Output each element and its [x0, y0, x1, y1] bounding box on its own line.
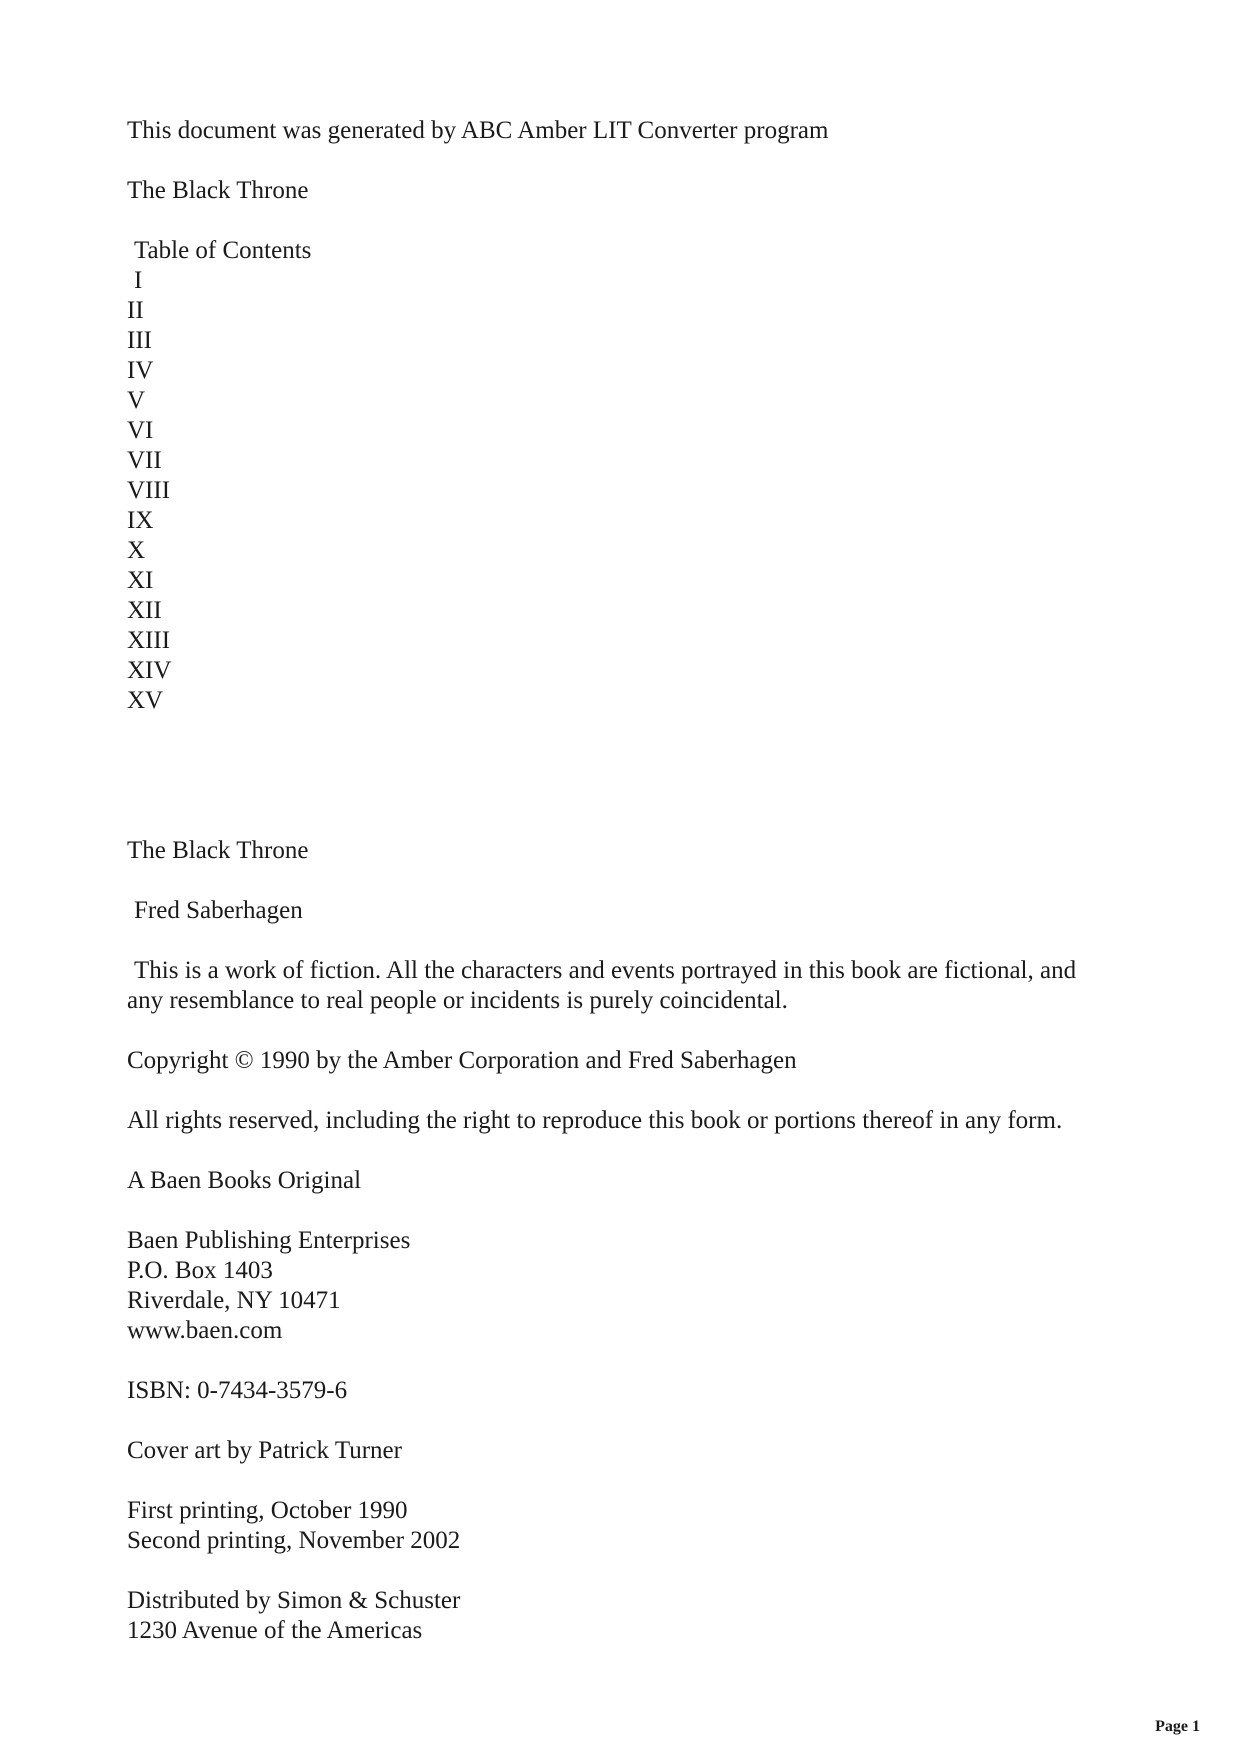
spacer — [127, 1016, 1117, 1046]
toc-link-vii[interactable]: VII — [127, 447, 162, 474]
toc-heading: Table of Contents — [134, 237, 312, 264]
second-printing-line: Second printing, November 2002 — [127, 1527, 461, 1554]
toc-link-ix[interactable]: IX — [127, 507, 154, 534]
toc-link-xi[interactable]: XI — [127, 567, 154, 594]
spacer — [127, 716, 1117, 836]
toc-link-viii[interactable]: VIII — [127, 477, 171, 504]
distributor-address: 1230 Avenue of the Americas — [127, 1617, 423, 1644]
spacer — [127, 1196, 1117, 1226]
spacer — [127, 1406, 1117, 1436]
spacer — [127, 926, 1117, 956]
toc-link-ii[interactable]: II — [127, 297, 144, 324]
first-printing-line: First printing, October 1990 — [127, 1497, 408, 1524]
rights-line: All rights reserved, including the right to reproduce this book or portions thereof in any form. — [127, 1107, 1063, 1134]
toc-link-i[interactable]: I — [134, 267, 143, 294]
book-title-top: The Black Throne — [127, 177, 309, 204]
distributor-line: Distributed by Simon & Schuster — [127, 1587, 461, 1614]
cover-art-line: Cover art by Patrick Turner — [127, 1437, 402, 1464]
spacer — [127, 1136, 1117, 1166]
toc-link-iii[interactable]: III — [127, 327, 152, 354]
toc-link-xiii[interactable]: XIII — [127, 627, 171, 654]
spacer — [127, 206, 1117, 236]
toc-link-x[interactable]: X — [127, 537, 146, 564]
page-number: Page 1 — [1155, 1718, 1200, 1735]
toc-link-xv[interactable]: XV — [127, 687, 164, 714]
publisher-website[interactable]: www.baen.com — [127, 1317, 283, 1344]
isbn-line: ISBN: 0-7434-3579-6 — [127, 1377, 348, 1404]
document-page — [127, 116, 1117, 1646]
publisher-name: Baen Publishing Enterprises — [127, 1227, 411, 1254]
original-line: A Baen Books Original — [127, 1167, 362, 1194]
spacer — [127, 866, 1117, 896]
spacer — [127, 1346, 1117, 1376]
copyright-line: Copyright © 1990 by the Amber Corporation and Fred Saberhagen — [127, 1047, 797, 1074]
converter-note: This document was generated by ABC Amber LIT Converter program — [127, 117, 829, 144]
fiction-disclaimer: This is a work of fiction. All the characters and events portrayed in this book are fictional, and any resemblance to real people or incidents is purely coincidental. — [127, 957, 1077, 1014]
spacer — [127, 1466, 1117, 1496]
toc-link-xii[interactable]: XII — [127, 597, 162, 624]
publisher-city: Riverdale, NY 10471 — [127, 1287, 341, 1314]
spacer — [127, 1076, 1117, 1106]
toc-link-vi[interactable]: VI — [127, 417, 154, 444]
toc-link-xiv[interactable]: XIV — [127, 657, 172, 684]
publisher-box: P.O. Box 1403 — [127, 1257, 273, 1284]
spacer — [127, 1556, 1117, 1586]
book-title-main: The Black Throne — [127, 837, 309, 864]
toc-link-iv[interactable]: IV — [127, 357, 154, 384]
toc-list — [127, 266, 1117, 716]
author-name: Fred Saberhagen — [134, 897, 303, 924]
spacer — [127, 146, 1117, 176]
toc-link-v[interactable]: V — [127, 387, 146, 414]
